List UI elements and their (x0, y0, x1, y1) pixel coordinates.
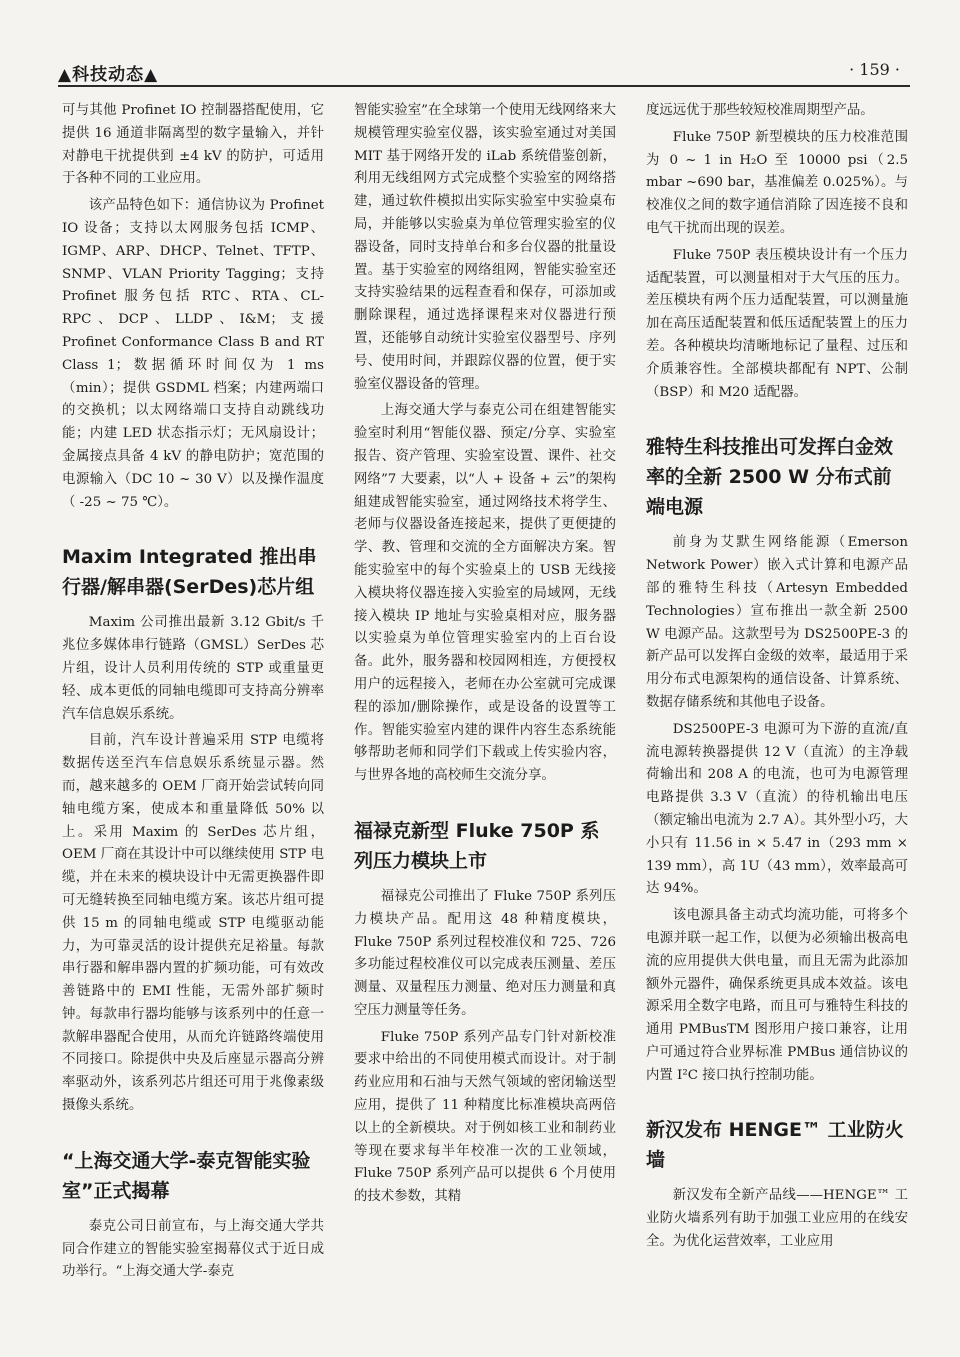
paragraph: Fluke 750P 系列产品专门针对新校准要求中给出的不同使用模式而设计。对于制药业应用和石油与天然气领域的密闭输送型应用，提供了 11 种精度比标准模块高两倍以上的全新模块。对于例如核工业和制药业等现在要求每半年校准一次的工业领域，Fluke 750P 系列产品可以提供 6 个月使用的技术参数，其精 (354, 1029, 616, 1205)
running-header (58, 60, 900, 85)
column-1 (62, 100, 324, 1284)
page-number: · 159 · (849, 60, 900, 79)
paragraph: 上海交通大学与泰克公司在组建智能实验室时利用“智能仪器、预定/分享、实验室报告、资产管理、实验室设置、课件、社交网络”7 大要素，以“人 + 设备 + 云”的架构組建成智能实验室，通过网络技术将学生、老师与仪器设备连接起来，提供了更便捷的学、教、管理和交流的全方面解决方案。智能实验室中的每个实验桌上的 USB 无线接入模块将仪器连接入实验室的局域网，无线接入模块 IP 地址与实验桌相对应，服务器以实验桌为单位管理实验室内的上百台设备。此外，服务器和校园网相连，方便授权用户的远程接入，老师在办公室就可完成课程的添加/删除操作，或是设备的设置等工作。智能实验室内建的课件内容生态系统能够帮助老师和同学们下载或上传实验内容，与世界各地的高校师生交流分享。 (354, 403, 616, 784)
paragraph: Maxim 公司推出最新 3.12 Gbit/s 千兆位多媒体串行链路（GMSL）SerDes 芯片组，设计人员利用传统的 STP 或重量更轻、成本更低的同轴电缆即可支持高分辨率汽车信息娱乐系统。 (62, 615, 324, 722)
article-heading-fluke: 福禄克新型 Fluke 750P 系列压力模块上市 (354, 819, 600, 872)
column-3 (646, 100, 908, 1254)
header-rule (58, 85, 910, 87)
paragraph: 该电源具备主动式均流功能，可将多个电源并联一起工作，以便为必须输出极高电流的应用提供大供电量，而且无需为此添加额外元器件，确保系统更具成本效益。该电源采用全数字电路，而且可与雅特生科技的通用 PMBusTM 图形用户接口兼容，让用户可通过符合业界标准 PMBus 通信协议的内置 I²C 接口执行控制功能。 (646, 908, 908, 1083)
paragraph: 目前，汽车设计普遍采用 STP 电缆将数据传送至汽车信息娱乐系统显示器。然而，越来越多的 OEM 厂商开始尝试转向同轴电缆方案，使成本和重量降低 50% 以上。采用 Maxim 的 SerDes 芯片组，OEM 厂商在其设计中可以继续使用 STP 电缆，并在未来的模块设计中无需更换器件即可无缝转换至同轴电缆方案。该芯片组可提供 15 m 的同轴电缆或 STP 电缆驱动能力，为可靠灵活的设计提供充足裕量。每款串行器和解串器内置的扩频功能，可有效改善链路中的 EMI 性能，无需外部扩频时钟。每款串行器均能够与该系列中的任意一款解串器配合使用，从而允许链路终端使用不同接口。除提供中央及后座显示器高分辨率驱动外，该系列芯片组还可用于兆像素级摄像头系统。 (62, 733, 324, 1114)
paragraph: 前身为艾默生网络能源（Emerson Network Power）嵌入式计算和电源产品部的雅特生科技（Artesyn Embedded Technologies）宣布推出一款全新 2500 W 电源产品。这款型号为 DS2500PE-3 的新产品可以发挥白金级的效率，最适用于采用分布式电源架构的通信设备、计算系统、数据存储系统和其他电子设备。 (646, 535, 908, 710)
paragraph: 智能实验室”在全球第一个使用无线网络来大规模管理实验室仪器，该实验室通过对美国 MIT 基于网络开发的 iLab 系统借鉴创新，利用无线组网方式完成整个实验室的网络搭建，通过软件模拟出实际实验室中实验桌布局，并能够以实验桌为单位管理实验室的仪器设备，同时支持单台和多台仪器的批量设置。基于实验室的网络组网，智能实验室还支持实验结果的远程查看和保存，可添加或删除课程，通过选择课程来对仪器进行预置，还能够自动统计实验室仪器型号、序列号、使用时间，并跟踪仪器的位置，便于实验室仪器设备的管理。 (354, 103, 616, 392)
article-heading-artesyn: 雅特生科技推出可发挥白金效率的全新 2500 W 分布式前端电源 (646, 436, 894, 519)
paragraph: 该产品特色如下：通信协议为 Profinet IO 设备；支持以太网服务包括 ICMP、IGMP、ARP、DHCP、Telnet、TFTP、SNMP、VLAN Priority Tagging；支持 Profinet 服务包括 RTC、RTA、CL-RPC、DCP、LLDP、I&M；支援 Profinet Conformance Class B and RT Class 1；数据循环时间仅为 1 ms（min）；提供 GSDML 档案；内建两端口的交换机；以太网络端口支持自动跳线功能；内建 LED 状态指示灯；无风扇设计；金属接点具备 4 kV 的静电防护；宽范围的电源输入（DC 10 ~ 30 V）以及操作温度（ -25 ~ 75 ℃）。 (62, 198, 324, 510)
paragraph: 福禄克公司推出了 Fluke 750P 系列压力模块产品。配用这 48 种精度模块，Fluke 750P 系列过程校准仪和 725、726 多功能过程校准仪可以完成表压测量、差压测量、双量程压力测量、绝对压力测量和真空压力测量等任务。 (354, 888, 616, 1018)
paragraph: 泰克公司日前宣布，与上海交通大学共同合作建立的智能实验室揭幕仪式于近日成功举行。“上海交通大学-泰克 (62, 1218, 324, 1280)
article-heading-sjtu-tektronix: “上海交通大学-泰克智能实验室”正式揭幕 (62, 1149, 311, 1202)
article-heading-maxim: Maxim Integrated 推出串行器/解串器(SerDes)芯片组 (62, 546, 317, 599)
paragraph: Fluke 750P 表压模块设计有一个压力适配装置，可以测量相对于大气压的压力。差压模块有两个压力适配装置，可以测量施加在高压适配装置和低压适配装置上的压力差。各种模块均清晰地标记了量程、过压和介质兼容性。全部模块都配有 NPT、公制（BSP）和 M20 适配器。 (646, 247, 908, 400)
paragraph: 可与其他 Profinet IO 控制器搭配使用，它提供 16 通道非隔离型的数字量输入，并针对静电干扰提供到 ±4 kV 的防护，可适用于各种不同的工业应用。 (62, 103, 324, 187)
paragraph: DS2500PE-3 电源可为下游的直流/直流电源转换器提供 12 V（直流）的主净载荷输出和 208 A 的电流，也可为电源管理电路提供 3.3 V（直流）的待机输出电压（额定输出电流为 2.7 A）。其外型小巧，大小只有 11.56 in × 5.47 in（293 mm × 139 mm），高 1U（43 mm），效率最高可达 94%。 (646, 721, 908, 897)
section-title: ▲科技动态▲ (58, 65, 159, 85)
column-2 (354, 100, 616, 1209)
paragraph: 度远远优于那些较短校准周期型产品。 (646, 103, 874, 118)
paragraph: Fluke 750P 新型模块的压力校准范围为 0 ~ 1 in H₂O 至 10000 psi（2.5 mbar ~690 bar，基准偏差 0.025%）。与校准仪之间的数字通信消除了因连接不良和电气干扰而出现的误差。 (646, 129, 908, 236)
paragraph: 新汉发布全新产品线——HENGE™ 工业防火墙系列有助于加强工业应用的在线安全。为优化运营效率，工业应用 (646, 1188, 908, 1250)
article-heading-nexcom: 新汉发布 HENGE™ 工业防火墙 (646, 1119, 904, 1172)
